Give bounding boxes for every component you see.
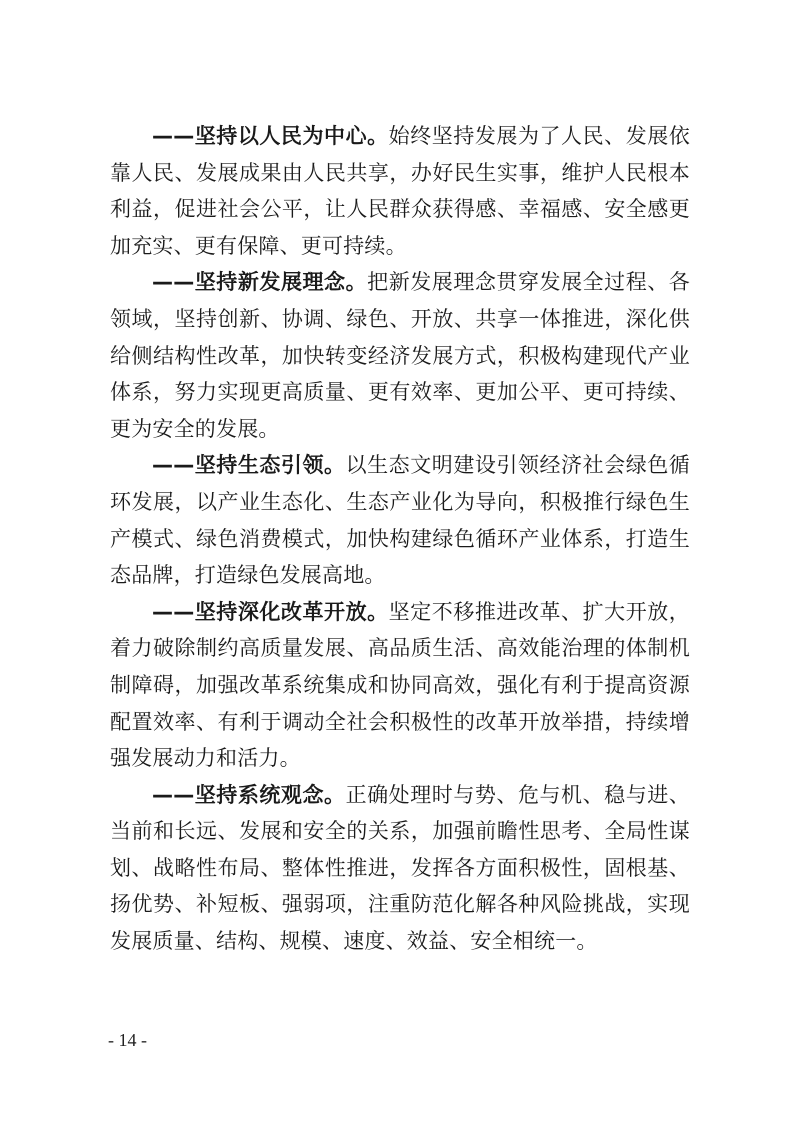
paragraph-systems-thinking <box>110 777 690 960</box>
paragraph-heading: ——坚持以人民为中心。 <box>152 124 389 148</box>
paragraph-ecological-leadership <box>110 447 690 593</box>
paragraph-text: 以生态文明建设引领经济社会绿色循环发展，以产业生态化、生态产业化为导向，积极推行绿色生产模式、绿色消费模式，加快构建绿色循环产业体系，打造生态品牌，打造绿色发展高地。 <box>110 453 690 588</box>
paragraph-text: 坚定不移推进改革、扩大开放，着力破除制约高质量发展、高品质生活、高效能治理的体制机制障碍，加强改革系统集成和协同高效，强化有利于提高资源配置效率、有利于调动全社会积极性的改革开放举措，持续增强发展动力和活力。 <box>110 599 690 771</box>
paragraph-heading: ——坚持深化改革开放。 <box>152 599 389 624</box>
paragraph-text: 正确处理时与势、危与机、稳与进、当前和长远、发展和安全的关系，加强前瞻性思考、全局性谋划、战略性布局、整体性推进，发挥各方面积极性，固根基、扬优势、补短板、强弱项，注重防范化解各种风险挑战，实现发展质量、结构、规模、速度、效益、安全相统一。 <box>110 782 690 954</box>
paragraph-people-centered <box>110 118 690 264</box>
paragraph-heading: ——坚持系统观念。 <box>152 782 346 807</box>
paragraph-heading: ——坚持新发展理念。 <box>152 270 368 295</box>
paragraph-text: 始终坚持发展为了人民、发展依靠人民、发展成果由人民共享，办好民生实事，维护人民根本利益，促进社会公平，让人民群众获得感、幸福感、安全感更加充实、更有保障、更可持续。 <box>110 124 690 258</box>
body-text <box>110 118 690 960</box>
paragraph-new-development-concept <box>110 264 690 447</box>
paragraph-reform-opening <box>110 594 690 777</box>
page-number: - 14 - <box>108 1030 147 1050</box>
paragraph-text: 把新发展理念贯穿发展全过程、各领域，坚持创新、协调、绿色、开放、共享一体推进，深化供给侧结构性改革，加快转变经济发展方式，积极构建现代产业体系，努力实现更高质量、更有效率、更加公平、更可持续、更为安全的发展。 <box>110 270 691 441</box>
paragraph-heading: ——坚持生态引领。 <box>152 453 346 478</box>
